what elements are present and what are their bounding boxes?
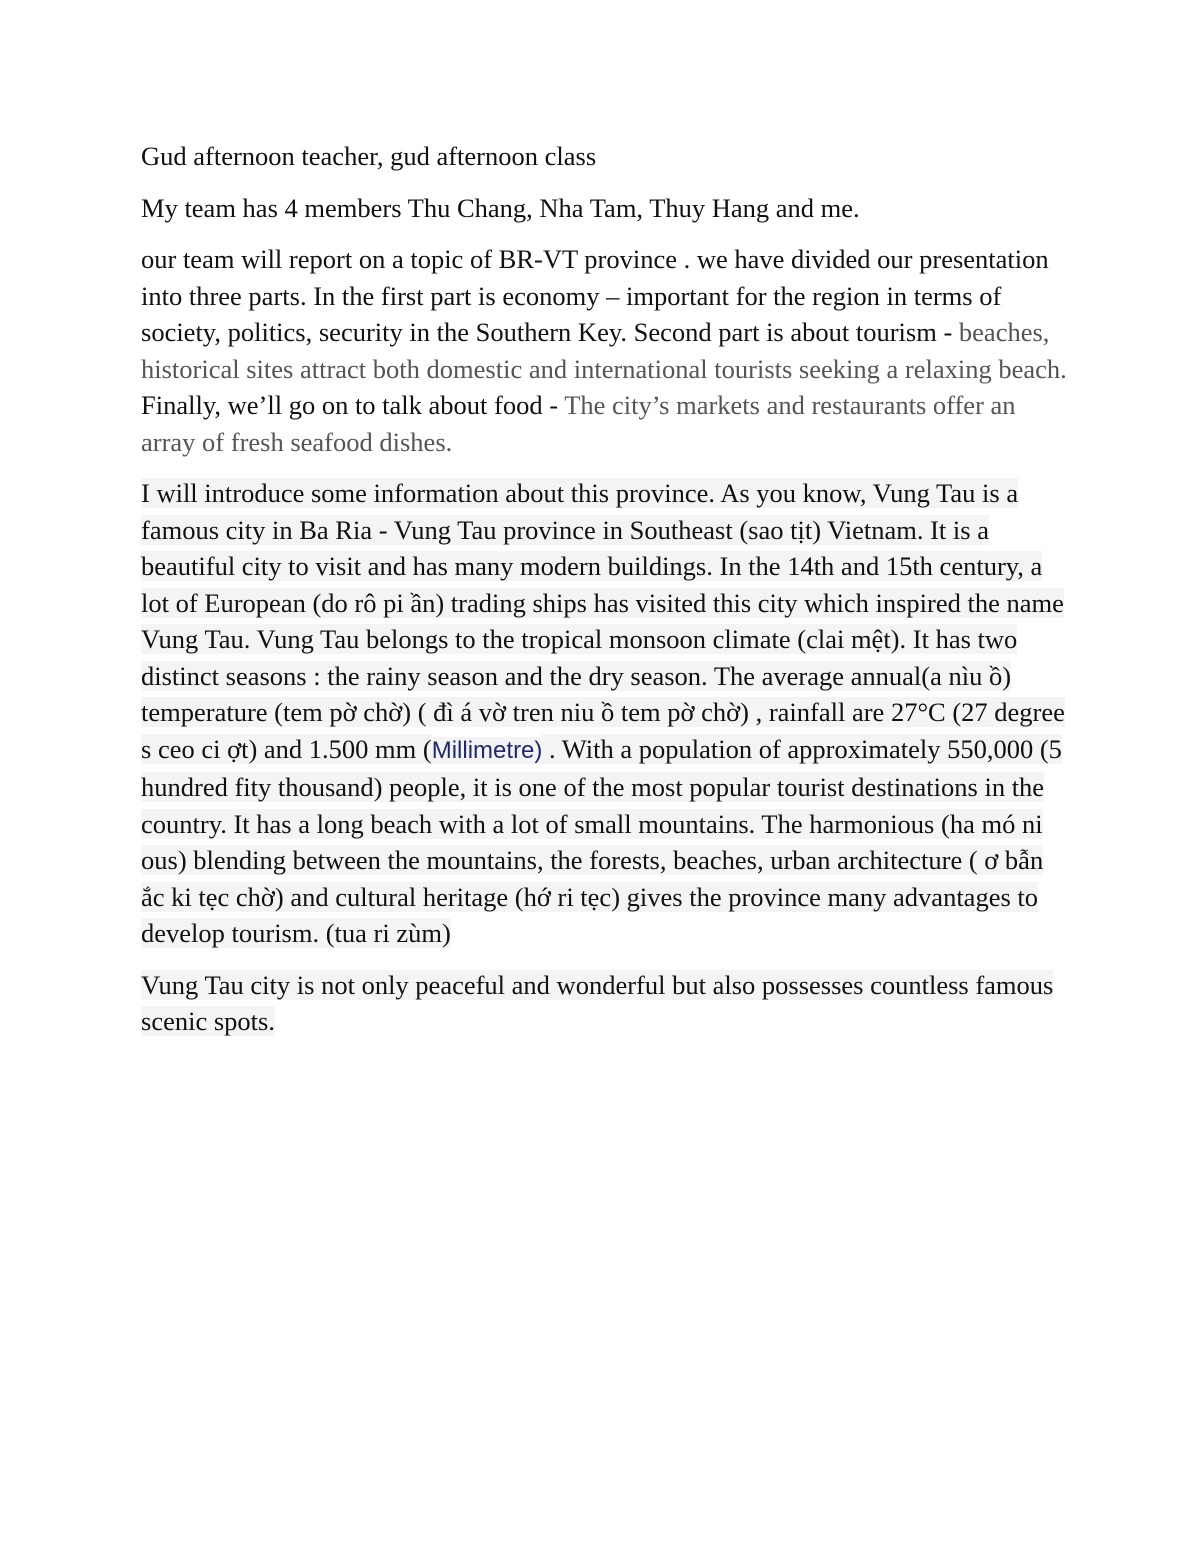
team-paragraph: My team has 4 members Thu Chang, Nha Tam, Thuy Hang and me. [141, 192, 860, 223]
overview-paragraph [141, 241, 1071, 460]
overview-text-food: The city’s markets and restaurants offer an array of fresh seafood dishes. [141, 390, 1016, 457]
intro-unit-millimetre: Millimetre) [431, 736, 543, 764]
closing-paragraph [141, 967, 1071, 1040]
overview-text-tourism: beaches, historical sites attract both domestic and international tourists seeking a relaxing beach. [141, 317, 1067, 384]
closing-text: Vung Tau city is not only peaceful and wonderful but also possesses countless famous scenic spots. [141, 969, 1054, 1036]
intro-text-main: I will introduce some information about this province. As you know, Vung Tau is a famous city in Ba Ria - Vung Tau province in Southeast (sao tịt) Vietnam. It is a beautiful city to visit and has many modern buildings. In the 14th and 15th century, a lot of European (do rô pi ần) trading ships has visited this city which inspired the name Vung Tau. Vung Tau belongs to the tropical monsoon climate (clai mệt). It has two distinct seasons : the rainy season and the dry season. The average annual(a nìu ồ) temperature (tem pờ chờ) ( đì á vờ tren niu ồ tem pờ chờ) , rainfall are 27°C (27 degree s ceo ci ợt) and 1.500 mm ( [141, 478, 1065, 764]
document-page [141, 138, 1071, 1055]
intro-paragraph [141, 475, 1071, 952]
overview-text-food-intro: Finally, we’ll go on to talk about food - [141, 390, 565, 420]
overview-text-economy: our team will report on a topic of BR-VT province . we have divided our presentation into three parts. In the first part is economy – important for the region in terms of society, politics, security in the Southern Key. Second part is about tourism - [141, 244, 1049, 347]
intro-text-rest: . With a population of approximately 550,000 (5 hundred fity thousand) people, it is one of the most popular tourist destinations in the country. It has a long beach with a lot of small mountains. The harmonious (ha mó ni ous) blending between the mountains, the forests, beaches, urban architecture ( ơ bẫn ắc ki tẹc chờ) and cultural heritage (hớ ri tẹc) gives the province many advantages to develop tourism. (tua ri zùm) [141, 733, 1062, 948]
greeting-paragraph: Gud afternoon teacher, gud afternoon class [141, 141, 597, 171]
